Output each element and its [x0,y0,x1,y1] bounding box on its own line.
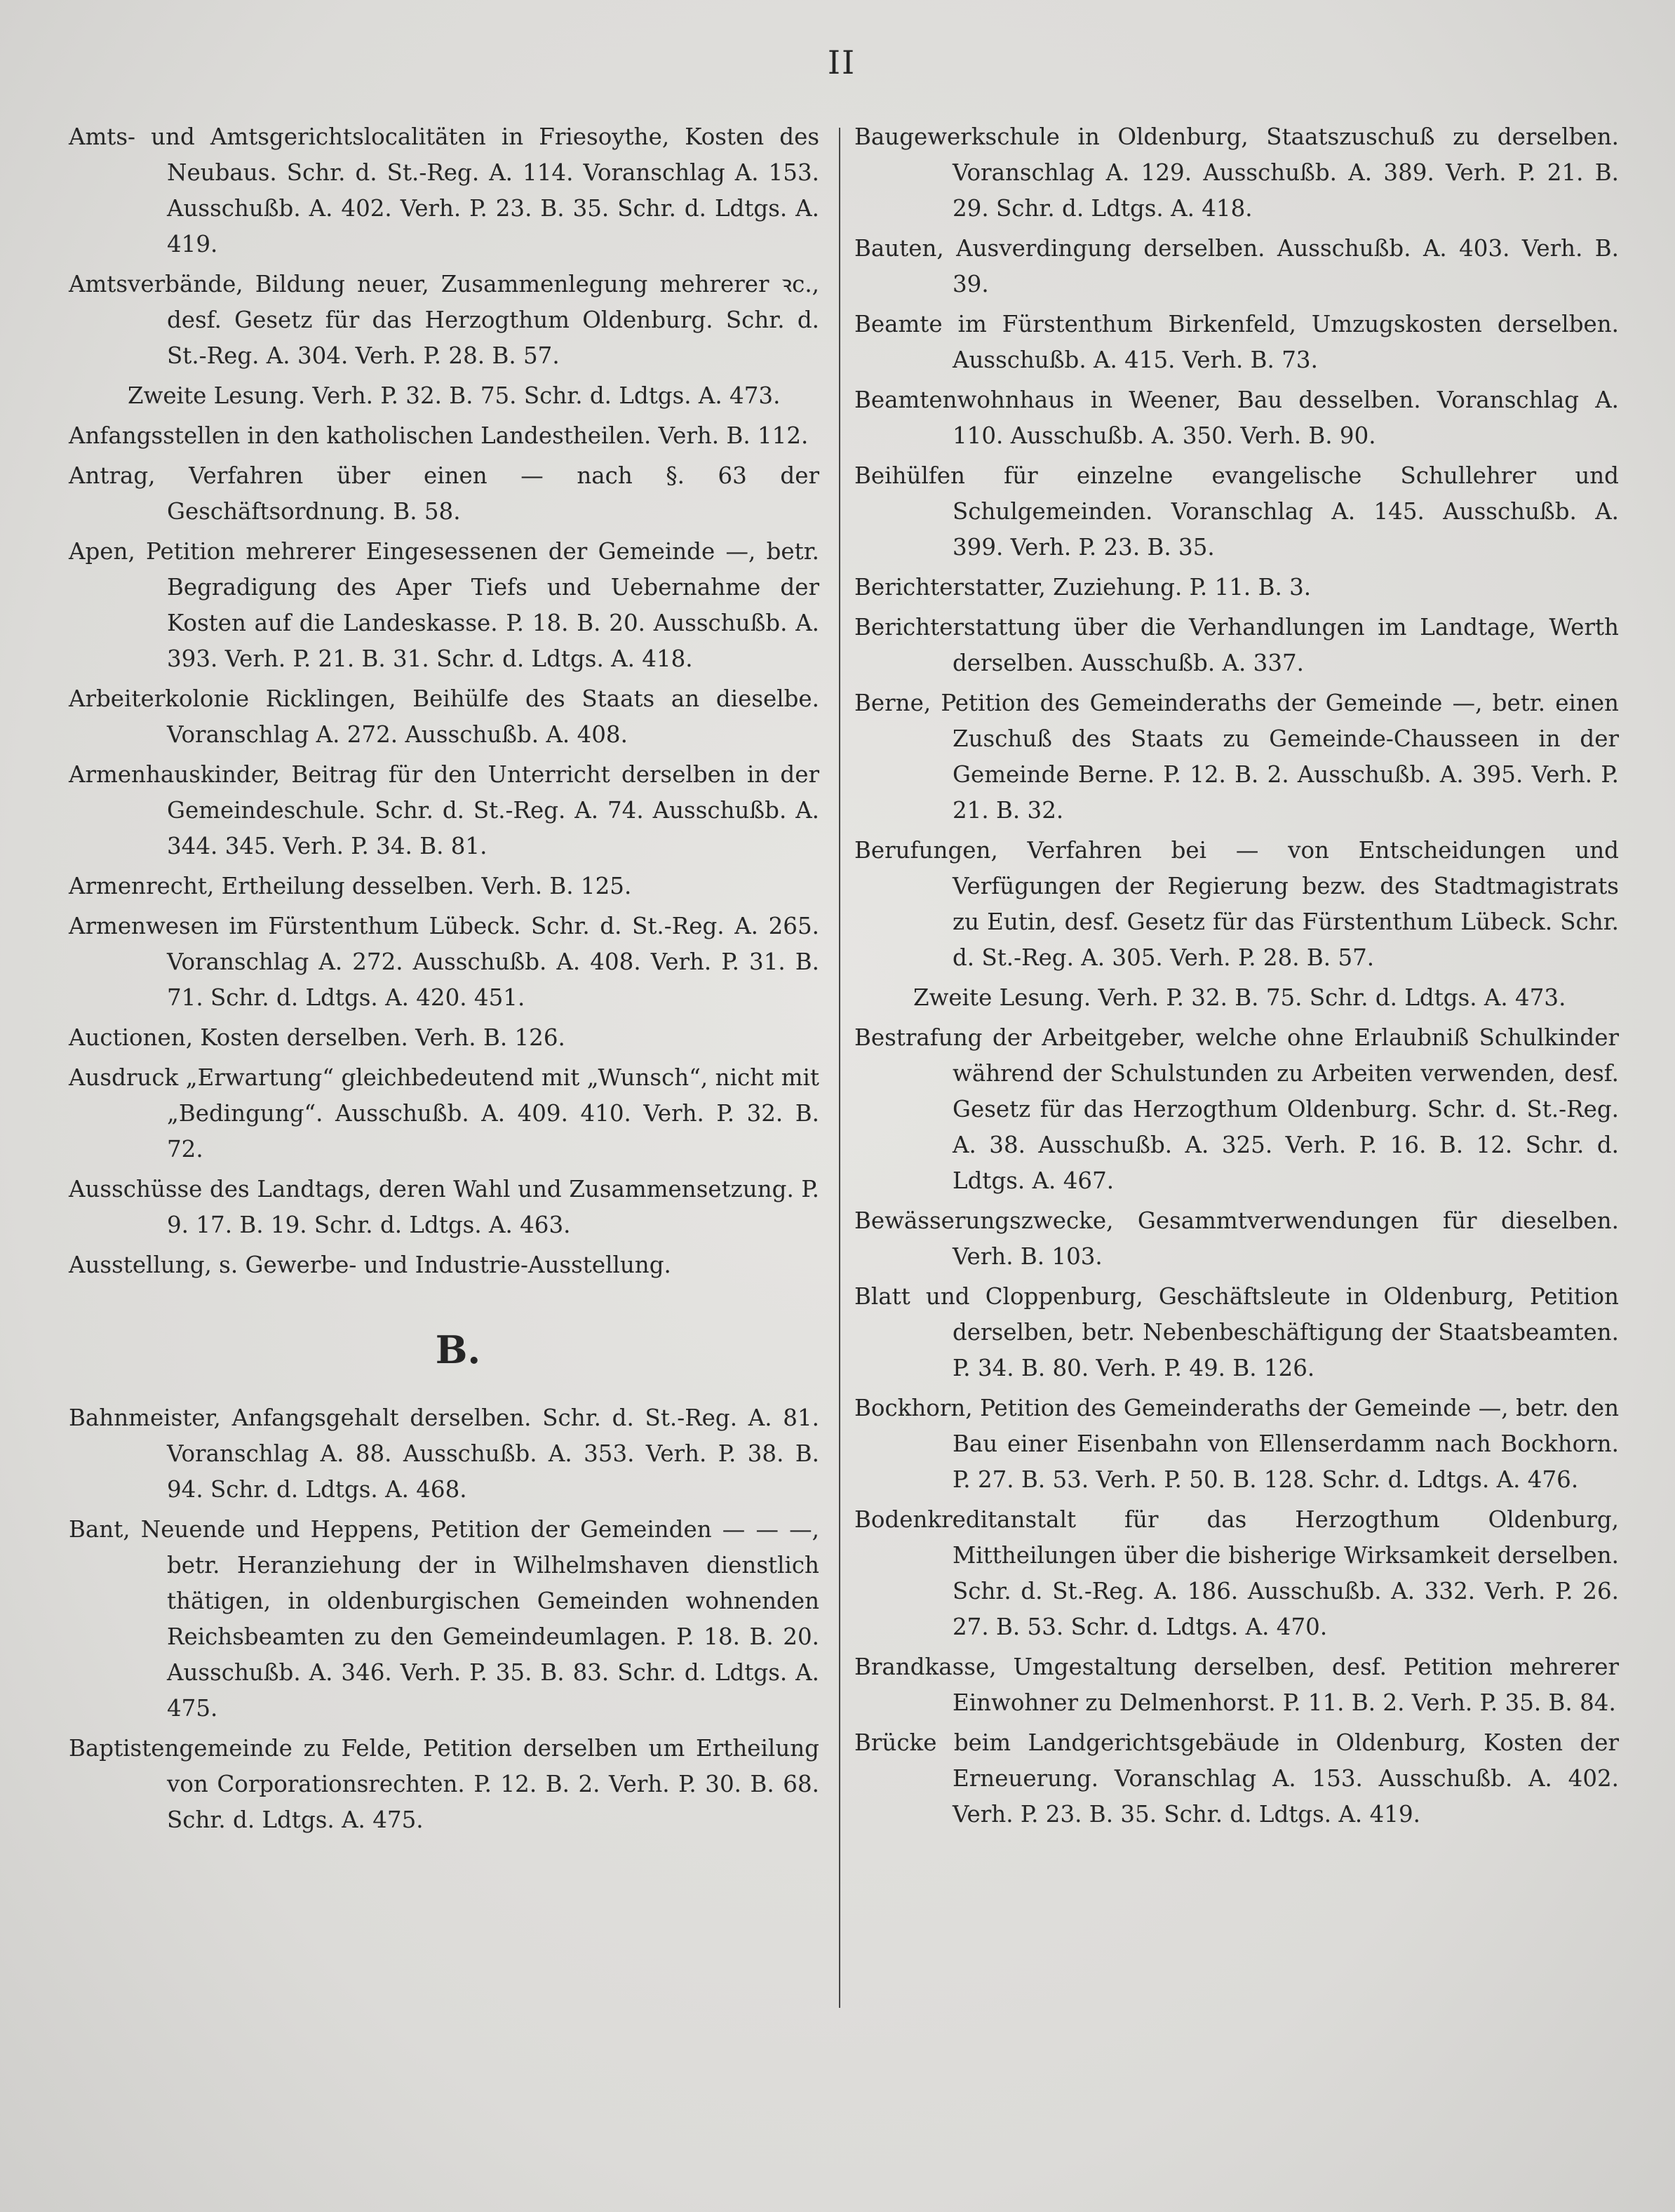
index-entry: Apen, Petition mehrerer Eingesessenen der Gemeinde —, betr. Begradigung des Aper Tiefs und Uebernahme der Kosten auf die Landeskasse. P. 18. B. 20. Ausschußb. A. 393. Verh. P. 21. B. 31. Schr. d. Ldtgs. A. 418. [69,538,819,672]
index-entry: Blatt und Cloppenburg, Geschäftsleute in Oldenburg, Petition derselben, betr. Nebenbeschäftigung der Staatsbeamten. P. 34. B. 80. Verh. P. 49. B. 126. [854,1283,1619,1381]
index-entry: Ausschüsse des Landtags, deren Wahl und Zusammensetzung. P. 9. 17. B. 19. Schr. d. Ldtgs. A. 463. [69,1176,819,1238]
index-entry: Bahnmeister, Anfangsgehalt derselben. Schr. d. St.-Reg. A. 81. Voranschlag A. 88. Ausschußb. A. 353. Verh. P. 38. B. 94. Schr. d. Ldtgs. A. 468. [69,1405,819,1503]
index-entry: Berne, Petition des Gemeinderaths der Gemeinde —, betr. einen Zuschuß des Staats zu Gemeinde-Chausseen in der Gemeinde Berne. P. 12. B. 2. Ausschußb. A. 395. Verh. P. 21. B. 32. [854,690,1619,824]
index-entry: Bestrafung der Arbeitgeber, welche ohne Erlaubniß Schulkinder während der Schulstunden zu Arbeiten verwenden, desf. Gesetz für das Herzogthum Oldenburg. Schr. d. St.-Reg. A. 38. Ausschußb. A. 325. Verh. P. 16. B. 12. Schr. d. Ldtgs. A. 467. [854,1024,1619,1194]
index-entry: Bauten, Ausverdingung derselben. Ausschußb. A. 403. Verh. B. 39. [854,235,1619,297]
index-entry: Ausdruck „Erwartung“ gleichbedeutend mit „Wunsch“, nicht mit „Bedingung“. Ausschußb. A. 409. 410. Verh. P. 32. B. 72. [69,1064,819,1162]
left-column [69,119,819,1842]
index-entry: Bockhorn, Petition des Gemeinderaths der Gemeinde —, betr. den Bau einer Eisenbahn von Ellenserdamm nach Bockhorn. P. 27. B. 53. Verh. P. 50. B. 128. Schr. d. Ldtgs. A. 476. [854,1395,1619,1493]
index-entry: Arbeiterkolonie Ricklingen, Beihülfe des Staats an dieselbe. Voranschlag A. 272. Ausschußb. A. 408. [69,685,819,748]
index-entry: Brandkasse, Umgestaltung derselben, desf. Petition mehrerer Einwohner zu Delmenhorst. P. 11. B. 2. Verh. P. 35. B. 84. [854,1654,1619,1716]
index-entry: Armenhauskinder, Beitrag für den Unterricht derselben in der Gemeindeschule. Schr. d. St.-Reg. A. 74. Ausschußb. A. 344. 345. Verh. P. 34. B. 81. [69,761,819,859]
index-sub-entry: Zweite Lesung. Verh. P. 32. B. 75. Schr. d. Ldtgs. A. 473. [913,984,1566,1011]
index-entry: Auctionen, Kosten derselben. Verh. B. 126. [69,1024,565,1051]
index-entry: Berufungen, Verfahren bei — von Entscheidungen und Verfügungen der Regierung bezw. des Stadtmagistrats zu Eutin, desf. Gesetz für das Fürstenthum Lübeck. Schr. d. St.-Reg. A. 305. Verh. P. 28. B. 57. [854,837,1619,971]
index-entry: Baptistengemeinde zu Felde, Petition derselben um Ertheilung von Corporationsrechten. P. 12. B. 2. Verh. P. 30. B. 68. Schr. d. Ldtgs. A. 475. [69,1735,819,1833]
index-entry: Beamte im Fürstenthum Birkenfeld, Umzugskosten derselben. Ausschußb. A. 415. Verh. B. 73. [854,311,1619,373]
index-entry: Brücke beim Landgerichtsgebäude in Oldenburg, Kosten der Erneuerung. Voranschlag A. 153. Ausschußb. A. 402. Verh. P. 23. B. 35. Schr. d. Ldtgs. A. 419. [854,1729,1619,1828]
index-entry: Berichterstatter, Zuziehung. P. 11. B. 3. [854,574,1312,601]
index-entry: Amts- und Amtsgerichtslocalitäten in Friesoythe, Kosten des Neubaus. Schr. d. St.-Reg. A. 114. Voranschlag A. 153. Ausschußb. A. 402. Verh. P. 23. B. 35. Schr. d. Ldtgs. A. 419. [69,123,819,257]
index-entry: Amtsverbände, Bildung neuer, Zusammenlegung mehrerer ꝛc., desf. Gesetz für das Herzogthum Oldenburg. Schr. d. St.-Reg. A. 304. Verh. P. 28. B. 57. [69,271,819,369]
section-heading-b: B. [435,1327,481,1372]
index-entry: Armenrecht, Ertheilung desselben. Verh. B. 125. [69,873,632,899]
page-number: II [827,43,856,81]
index-entry: Bodenkreditanstalt für das Herzogthum Oldenburg, Mittheilungen über die bisherige Wirksamkeit derselben. Schr. d. St.-Reg. A. 186. Ausschußb. A. 332. Verh. P. 26. 27. B. 53. Schr. d. Ldtgs. A. 470. [854,1506,1619,1640]
index-entry: Bewässerungszwecke, Gesammtverwendungen für dieselben. Verh. B. 103. [854,1207,1619,1270]
index-entry: Ausstellung, s. Gewerbe- und Industrie-Ausstellung. [69,1252,671,1278]
index-entry: Beamtenwohnhaus in Weener, Bau desselben. Voranschlag A. 110. Ausschußb. A. 350. Verh. B. 90. [854,387,1619,449]
index-sub-entry: Zweite Lesung. Verh. P. 32. B. 75. Schr. d. Ldtgs. A. 473. [128,382,781,409]
index-entry: Berichterstattung über die Verhandlungen im Landtage, Werth derselben. Ausschußb. A. 337. [854,614,1619,676]
index-entry: Bant, Neuende und Heppens, Petition der Gemeinden — — —, betr. Heranziehung der in Wilhelmshaven dienstlich thätigen, in oldenburgischen Gemeinden wohnenden Reichsbeamten zu den Gemeindeumlagen. P. 18. B. 20. Ausschußb. A. 346. Verh. P. 35. B. 83. Schr. d. Ldtgs. A. 475. [69,1516,819,1722]
index-entry: Baugewerkschule in Oldenburg, Staatszuschuß zu derselben. Voranschlag A. 129. Ausschußb. A. 389. Verh. P. 21. B. 29. Schr. d. Ldtgs. A. 418. [854,123,1619,222]
right-column [854,119,1619,1837]
index-entry: Armenwesen im Fürstenthum Lübeck. Schr. d. St.-Reg. A. 265. Voranschlag A. 272. Ausschußb. A. 408. Verh. P. 31. B. 71. Schr. d. Ldtgs. A. 420. 451. [69,913,819,1011]
index-entry: Anfangsstellen in den katholischen Landestheilen. Verh. B. 112. [69,422,809,449]
index-entry: Antrag, Verfahren über einen — nach §. 63 der Geschäftsordnung. B. 58. [69,462,819,525]
column-divider [839,128,840,2008]
index-entry: Beihülfen für einzelne evangelische Schullehrer und Schulgemeinden. Voranschlag A. 145. Ausschußb. A. 399. Verh. P. 23. B. 35. [854,462,1619,561]
